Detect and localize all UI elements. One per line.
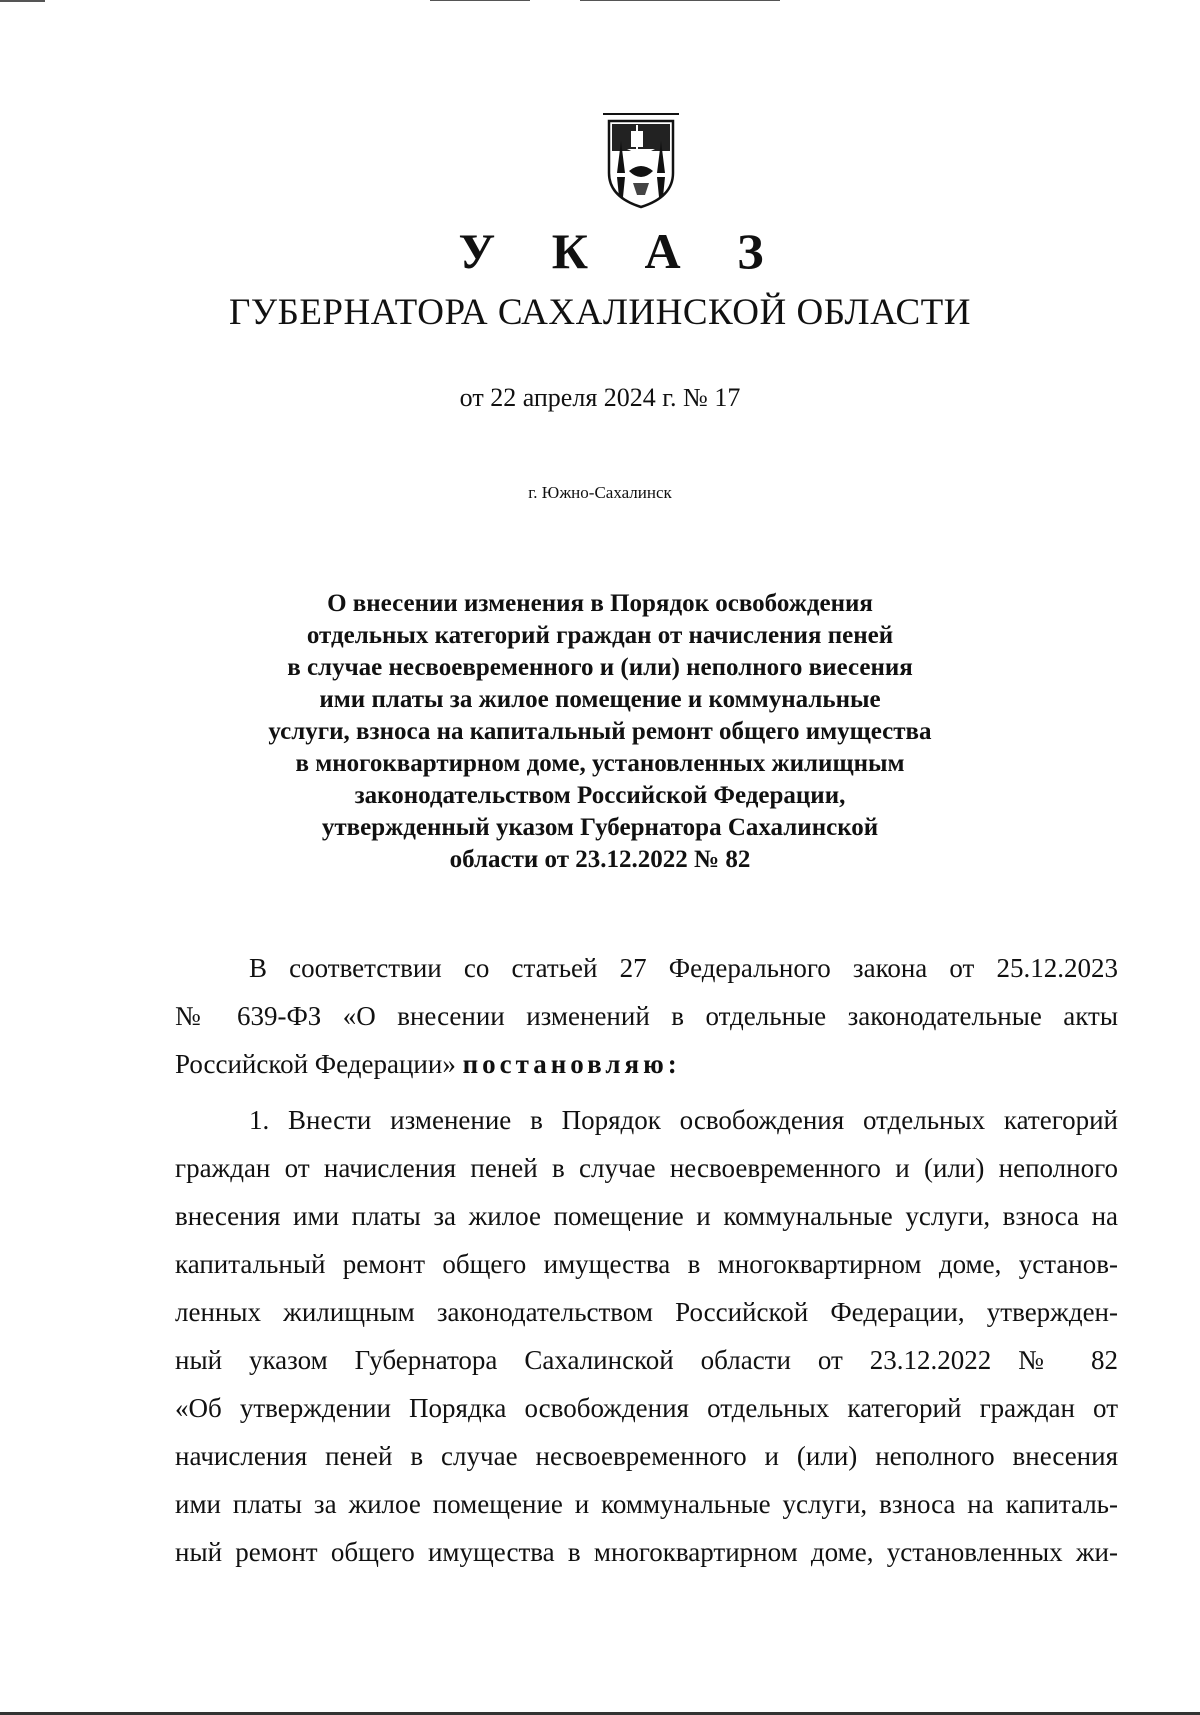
paragraph-line: граждан от начисления пеней в случае несвоевременного и (или) неполного — [175, 1153, 1118, 1183]
subject-line: области от 23.12.2022 № 82 — [449, 846, 751, 873]
paragraph-line: начисления пеней в случае несвоевременного и (или) неполного внесения — [175, 1441, 1118, 1471]
scan-edge-line — [430, 0, 530, 1]
paragraph-line: Российской Федерации» — [175, 1049, 456, 1079]
scan-edge-line — [0, 0, 45, 2]
paragraph-line: 1. Внести изменение в Порядок освобождения отдельных категорий — [249, 1105, 1118, 1135]
paragraph-line: ный ремонт общего имущества в многоквартирном доме, установленных жи- — [175, 1537, 1118, 1567]
paragraph-line: ный указом Губернатора Сахалинской области от 23.12.2022 № 82 — [175, 1345, 1118, 1375]
subject-line: законодательством Российской Федерации, — [354, 782, 846, 809]
paragraph-line: ленных жилищным законодательством Российской Федерации, утвержден- — [175, 1297, 1118, 1327]
subject-line: утвержденный указом Губернатора Сахалинской — [321, 814, 879, 841]
date-and-number: от 22 апреля 2024 г. № 17 — [459, 383, 741, 412]
item-1-paragraph — [175, 1096, 1118, 1576]
subject-line: отдельных категорий граждан от начисления пеней — [306, 622, 894, 649]
paragraph-line: № 639-ФЗ «О внесении изменений в отдельные законодательные акты — [175, 1001, 1118, 1031]
document-type-title: У К А З — [458, 223, 786, 279]
paragraph-line: «Об утверждении Порядка освобождения отдельных категорий граждан от — [175, 1393, 1118, 1423]
paragraph-line: В соответствии со статьей 27 Федерального закона от 25.12.2023 — [249, 953, 1118, 983]
subject-line: услуги, взноса на капитальный ремонт общего имущества — [268, 718, 932, 745]
subject-line: ими платы за жилое помещение и коммунальные — [319, 686, 881, 713]
preamble-paragraph — [175, 944, 1118, 1088]
decree-word: постановляю: — [462, 1049, 681, 1079]
decree-subject-title — [0, 588, 1200, 876]
subject-line: в случае несвоевременного и (или) неполного виесения — [287, 654, 913, 681]
subject-line: в многоквартирном доме, установленных жилищным — [295, 750, 905, 777]
coat-of-arms-emblem — [593, 111, 689, 211]
issuer-title: ГУБЕРНАТОРА САХАЛИНСКОЙ ОБЛАСТИ — [228, 292, 972, 333]
issue-city: г. Южно-Сахалинск — [528, 483, 672, 502]
paragraph-line: ими платы за жилое помещение и коммунальные услуги, взноса на капиталь- — [175, 1489, 1118, 1519]
paragraph-line-with-decree — [175, 1040, 1118, 1088]
subject-line: О внесении изменения в Порядок освобождения — [327, 590, 873, 617]
paragraph-line: капитальный ремонт общего имущества в многоквартирном доме, установ- — [175, 1249, 1118, 1279]
paragraph-line: внесения ими платы за жилое помещение и коммунальные услуги, взноса на — [175, 1201, 1118, 1231]
scan-edge-line — [580, 0, 780, 1]
